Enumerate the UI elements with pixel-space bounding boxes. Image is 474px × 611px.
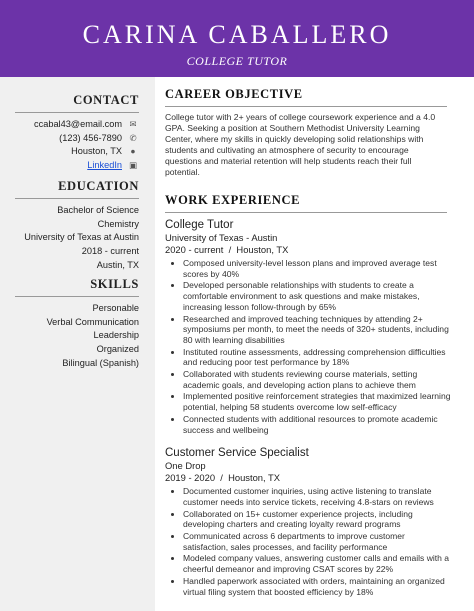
job-bullets bbox=[165, 486, 451, 597]
phone-icon: ✆ bbox=[129, 132, 137, 143]
education-heading: EDUCATION bbox=[58, 179, 139, 193]
skill-item: Leadership bbox=[93, 330, 139, 341]
job-title: College Tutor bbox=[165, 219, 234, 231]
job-bullet: • Connected students with additional resources to promote academic success and wellbeing bbox=[183, 414, 451, 435]
job-bullet: • Handled paperwork associated with orders, maintaining an organized virtual filing system that boosted efficiency by 18% bbox=[183, 576, 451, 597]
skill-item: Bilingual (Spanish) bbox=[62, 357, 139, 368]
skill-item: Personable bbox=[92, 303, 139, 313]
job-bullet: • Composed university-level lesson plans and improved average test scores by 40% bbox=[183, 258, 451, 279]
contact-location: Houston, TX bbox=[71, 146, 122, 157]
objective-heading: CAREER OBJECTIVE bbox=[165, 87, 303, 101]
education-divider bbox=[15, 198, 139, 199]
meta-separator: / bbox=[217, 472, 226, 484]
education-school: University of Texas at Austin bbox=[24, 232, 139, 243]
envelope-icon: ✉ bbox=[129, 119, 137, 129]
candidate-name: CARINA CABALLERO bbox=[82, 20, 392, 49]
job-dates: 2019 - 2020 bbox=[165, 472, 216, 484]
job-meta bbox=[165, 472, 465, 484]
objective-divider bbox=[165, 106, 447, 107]
job-entry bbox=[165, 218, 465, 435]
job-dates: 2020 - current bbox=[165, 244, 224, 255]
job-title: Customer Service Specialist bbox=[165, 447, 309, 460]
contact-section bbox=[15, 93, 139, 173]
linkedin-link[interactable]: LinkedIn bbox=[87, 160, 122, 171]
sidebar bbox=[0, 77, 155, 611]
main-column bbox=[165, 87, 465, 598]
education-section bbox=[15, 179, 139, 273]
job-bullet: • Communicated across 6 departments to improve customer satisfaction, sales processes, and facility performance bbox=[183, 531, 451, 552]
contact-location-row bbox=[15, 145, 139, 159]
resume-header bbox=[0, 0, 474, 77]
education-degree: Bachelor of Science bbox=[57, 205, 139, 215]
job-bullet: • Researched and improved teaching techniques by attending 2+ symposiums per month, to meet the needs of 320+ students, including 80 with learning disabilities bbox=[183, 314, 451, 346]
job-bullet: • Implemented positive reinforcement strategies that maximized learning potential, helping 58 students overcome low self-efficacy bbox=[183, 391, 451, 412]
job-bullet: • Modeled company values, answering customer calls and emails with a cheerful demeanor and improving CSAT scores by 22% bbox=[183, 553, 451, 574]
skills-section bbox=[15, 277, 139, 371]
job-bullet: • Collaborated on 15+ customer experience projects, including developing charters and creating loyalty reward programs bbox=[183, 509, 451, 530]
contact-email[interactable]: ccabal43@email.com bbox=[34, 119, 122, 129]
skills-divider bbox=[15, 296, 139, 297]
skills-heading: SKILLS bbox=[90, 277, 139, 291]
job-bullet: • Developed personable relationships with students to create a comfortable environment to ask questions and make mistakes, increasing lesson follow-through by 65% bbox=[183, 280, 451, 312]
job-meta bbox=[165, 244, 465, 256]
contact-email-row bbox=[15, 118, 139, 132]
job-bullets bbox=[165, 258, 451, 435]
contact-linkedin-row bbox=[15, 159, 139, 173]
job-location: Houston, TX bbox=[228, 472, 281, 484]
experience-divider bbox=[165, 212, 447, 213]
job-bullet: • Collaborated with students reviewing course materials, setting academic goals, and developing action plans to achieve them bbox=[183, 369, 451, 390]
job-bullet: • Instituted routine assessments, addressing comprehension difficulties and reducing poor test performance by 18% bbox=[183, 347, 451, 368]
skill-item: Organized bbox=[96, 344, 139, 355]
map-pin-icon: ● bbox=[130, 146, 136, 157]
job-entry bbox=[165, 446, 465, 597]
meta-separator: / bbox=[225, 244, 234, 255]
education-dates: 2018 - current bbox=[81, 246, 139, 257]
linkedin-icon: ▣ bbox=[128, 160, 138, 171]
contact-phone[interactable]: (123) 456-7890 bbox=[59, 132, 122, 143]
education-location: Austin, TX bbox=[96, 259, 139, 270]
contact-divider bbox=[15, 112, 139, 113]
experience-heading: WORK EXPERIENCE bbox=[165, 193, 301, 207]
job-company: University of Texas - Austin bbox=[165, 232, 278, 243]
skill-item: Verbal Communication bbox=[46, 316, 139, 327]
contact-phone-row bbox=[15, 132, 139, 146]
job-company: One Drop bbox=[165, 460, 206, 472]
job-bullet: • Documented customer inquiries, using active listening to translate customer needs into service tickets, receiving 4.8-stars on reviews bbox=[183, 486, 451, 507]
contact-heading: CONTACT bbox=[73, 93, 139, 107]
job-location: Houston, TX bbox=[236, 244, 289, 255]
job-subtitle: COLLEGE TUTOR bbox=[186, 54, 288, 68]
objective-text: College tutor with 2+ years of college coursework experience and a 4.0 GPA. Seeking a position at Southern Methodist University Learning Center, where my skills in quickly developing solid relationships with students and cultivating an atmosphere of security to encourage questions and material retention will help students reach their full potential. bbox=[165, 112, 436, 177]
education-major: Chemistry bbox=[97, 218, 139, 229]
